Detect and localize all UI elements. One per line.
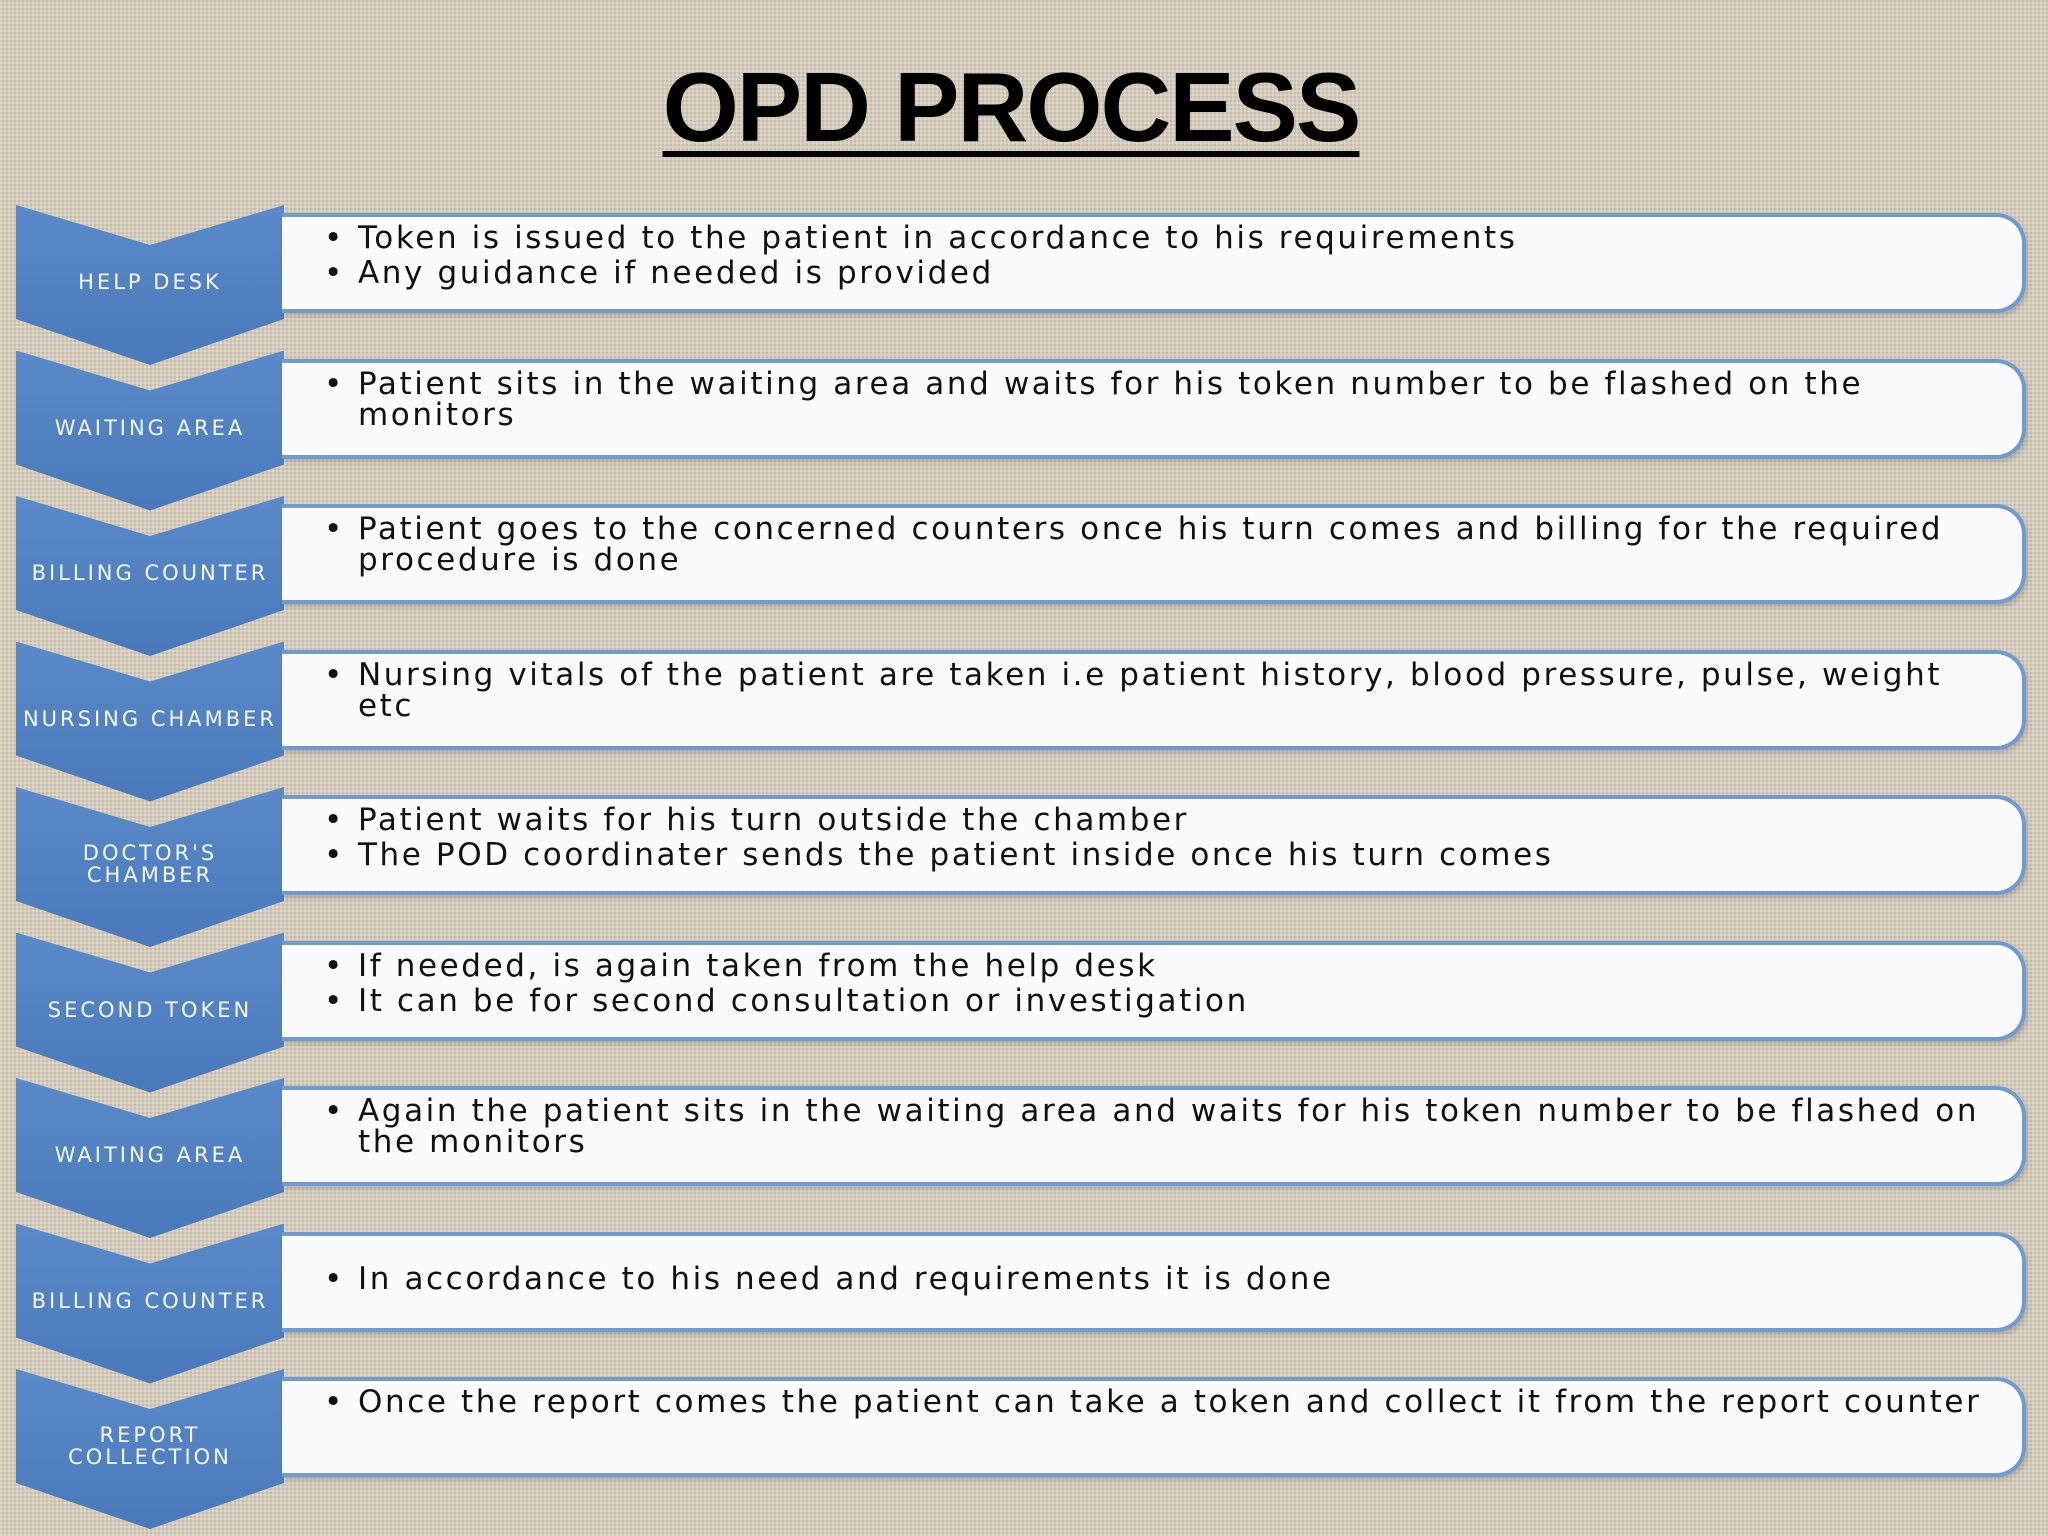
step-description-box — [282, 504, 2026, 604]
step-description-box — [282, 1232, 2026, 1332]
process-step — [0, 1369, 2048, 1529]
process-step — [0, 933, 2048, 1093]
step-label: REPORT COLLECTION — [68, 1423, 232, 1469]
step-label: BILLING COUNTER — [31, 1288, 269, 1313]
step-label: BILLING COUNTER — [31, 561, 269, 585]
bullet-item: • Patient goes to the concerned counters once his turn comes and billing for the required procedure is done — [320, 514, 2002, 576]
step-label: WAITING AREA — [54, 415, 246, 440]
step-label: SECOND TOKEN — [47, 997, 253, 1022]
bullet-item: • It can be for second consultation or investigation — [320, 986, 2002, 1017]
process-step — [0, 642, 2048, 802]
process-step — [0, 205, 2048, 365]
process-step — [0, 1224, 2048, 1384]
bullet-item: • In accordance to his need and requirements it is done — [320, 1264, 2002, 1295]
process-step — [0, 351, 2048, 511]
process-step — [0, 787, 2048, 947]
bullet-item: • Again the patient sits in the waiting area and waits for his token number to be flashed on the monitors — [320, 1096, 2002, 1158]
step-label: DOCTOR'S CHAMBER — [82, 841, 218, 887]
bullet-item: • The POD coordinater sends the patient inside once his turn comes — [320, 840, 2002, 871]
step-description-box — [282, 213, 2026, 313]
process-step — [0, 496, 2048, 656]
page-title: OPD PROCESS — [662, 52, 1360, 162]
step-description-box — [282, 1377, 2026, 1477]
bullet-item: • Nursing vitals of the patient are taken i.e patient history, blood pressure, pulse, weight etc — [320, 660, 2002, 722]
process-step — [0, 1078, 2048, 1238]
bullet-item: • Token is issued to the patient in accordance to his requirements — [320, 223, 2002, 254]
step-label: HELP DESK — [78, 270, 222, 294]
step-label: NURSING CHAMBER — [22, 706, 278, 731]
bullet-item: • Patient waits for his turn outside the chamber — [320, 805, 2002, 836]
step-description-box — [282, 941, 2026, 1041]
bullet-item: • If needed, is again taken from the help desk — [320, 951, 2002, 982]
step-description-box — [282, 795, 2026, 895]
step-description-box — [282, 650, 2026, 750]
step-label: WAITING AREA — [54, 1143, 246, 1167]
bullet-item: • Patient sits in the waiting area and waits for his token number to be flashed on the monitors — [320, 369, 2002, 431]
bullet-item: • Any guidance if needed is provided — [320, 258, 2002, 289]
bullet-item: • Once the report comes the patient can take a token and collect it from the report counter — [320, 1387, 2002, 1418]
step-description-box — [282, 1086, 2026, 1186]
step-description-box — [282, 359, 2026, 459]
